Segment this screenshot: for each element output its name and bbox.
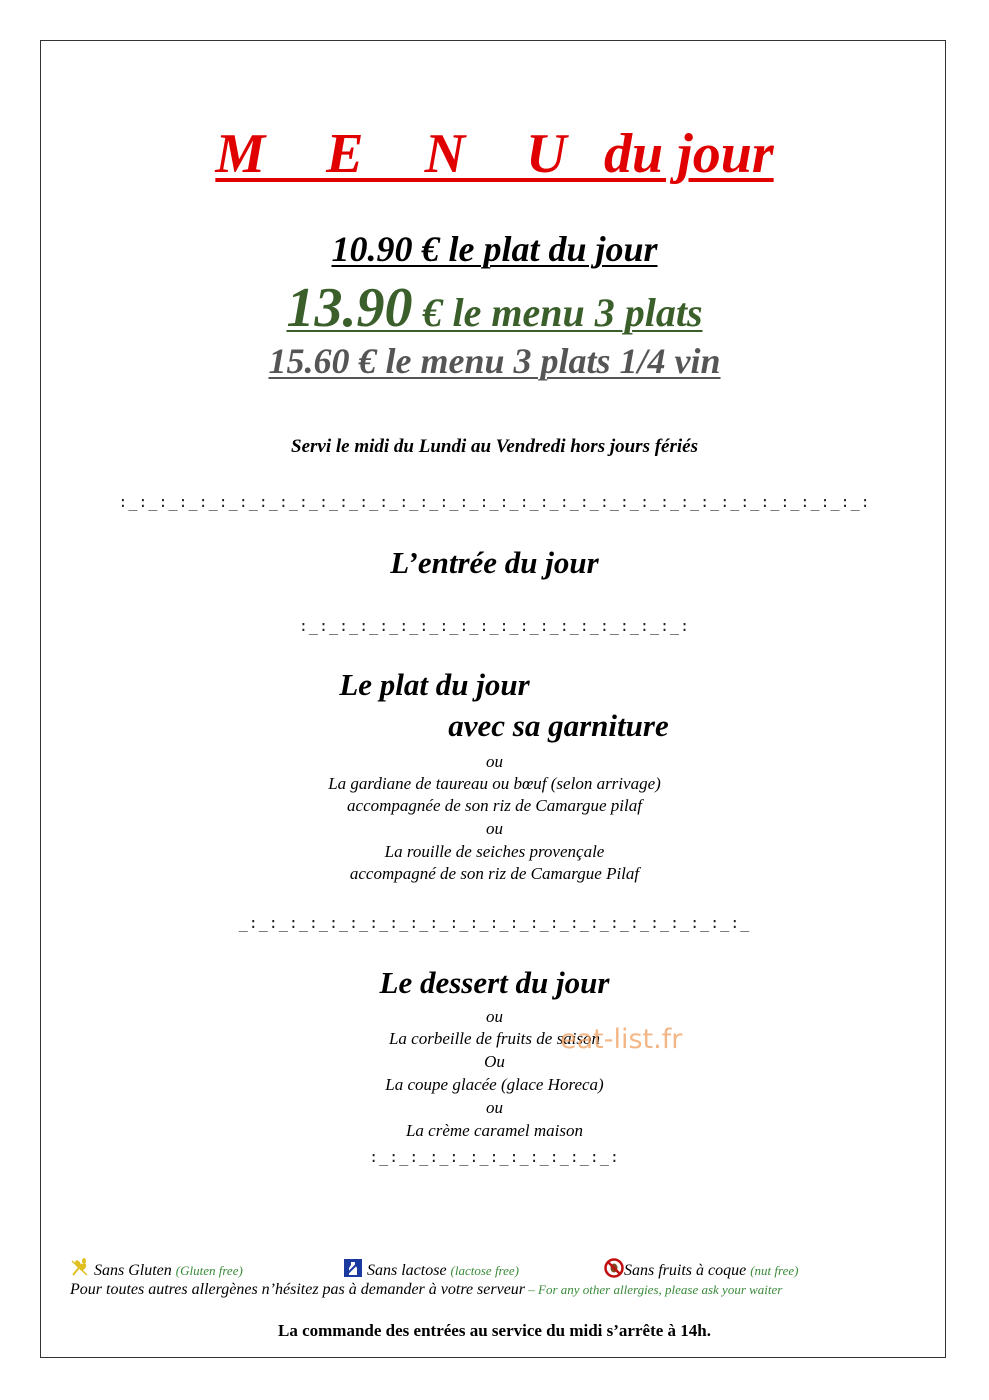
price-menu3-text: € le menu 3 plats — [412, 290, 703, 335]
plat-line: La rouille de seiches provençale — [384, 842, 605, 861]
entree-heading: L’entrée du jour — [390, 545, 599, 580]
dessert-line: ou — [486, 1098, 503, 1117]
separator: :_:_:_:_:_:_:_:_:_:_:_:_:_:_:_:_:_:_:_:_:_:_:_:_:_:_:_:_:_:_:_:_:_:_:_:_:_: — [118, 493, 871, 511]
legend-gluten — [70, 1258, 243, 1280]
plat-heading-line1: Le plat du jour — [339, 667, 530, 702]
dessert-line: Ou — [484, 1052, 505, 1071]
plat-heading-line2: avec sa garniture — [448, 708, 669, 743]
legend-lactose-label: Sans lactose — [367, 1262, 447, 1279]
separator: _:_:_:_:_:_:_:_:_:_:_:_:_:_:_:_:_:_:_:_:_:_:_:_:_:_ — [238, 914, 751, 932]
price-menu3 — [0, 276, 989, 340]
watermark: eat-list.fr — [560, 1024, 683, 1055]
price-menu3-vin-text: 15.60 € le menu 3 plats 1/4 vin — [268, 341, 721, 381]
legend-lactose — [343, 1258, 519, 1280]
dessert-line: La crème caramel maison — [405, 1121, 584, 1140]
legend-gluten-label: Sans Gluten — [94, 1262, 172, 1279]
allergy-notice-en: – For any other allergies, please ask your waiter — [525, 1282, 783, 1297]
separator: :_:_:_:_:_:_:_:_:_:_:_:_: — [369, 1148, 620, 1166]
plat-line: ou — [486, 819, 503, 838]
legend-nuts — [604, 1258, 798, 1280]
title-du-jour: du jour — [604, 123, 774, 185]
plat-line: accompagnée de son riz de Camargue pilaf — [347, 796, 642, 815]
title-menu: M E N U — [215, 123, 591, 185]
legend-lactose-en: (lactose free) — [450, 1263, 520, 1278]
legend-nuts-label: Sans fruits à coque — [624, 1262, 747, 1279]
dessert-line: La coupe glacée (glace Horeca) — [385, 1075, 604, 1094]
price-plat — [0, 228, 989, 270]
wheat-icon — [70, 1258, 90, 1278]
legend-gluten-en: (Gluten free) — [175, 1263, 243, 1278]
order-cutoff-notice: La commande des entrées au service du midi s’arrête à 14h. — [278, 1321, 711, 1340]
plat-line: ou — [486, 752, 503, 771]
allergy-notice-fr: Pour toutes autres allergènes n’hésitez pas à demander à votre serveur — [70, 1281, 526, 1298]
legend-nuts-en: (nut free) — [750, 1263, 799, 1278]
menu-title — [0, 122, 989, 186]
price-plat-text: 10.90 € le plat du jour — [331, 229, 658, 269]
no-nuts-icon — [604, 1258, 624, 1278]
price-menu3-vin — [0, 340, 989, 382]
plat-line: La gardiane de taureau ou bœuf (selon arrivage) — [328, 774, 661, 793]
dessert-heading: Le dessert du jour — [379, 965, 610, 1000]
price-menu3-amount: 13.90 — [286, 277, 413, 339]
allergy-notice — [70, 1281, 782, 1299]
separator: :_:_:_:_:_:_:_:_:_:_:_:_:_:_:_:_:_:_:_: — [298, 617, 691, 635]
served-notice: Servi le midi du Lundi au Vendredi hors jours fériés — [291, 436, 698, 457]
plat-line: accompagné de son riz de Camargue Pilaf — [349, 864, 640, 883]
dessert-line: ou — [486, 1007, 503, 1026]
lactose-icon — [343, 1258, 363, 1278]
dessert-line: La corbeille de fruits de saison — [388, 1029, 601, 1048]
